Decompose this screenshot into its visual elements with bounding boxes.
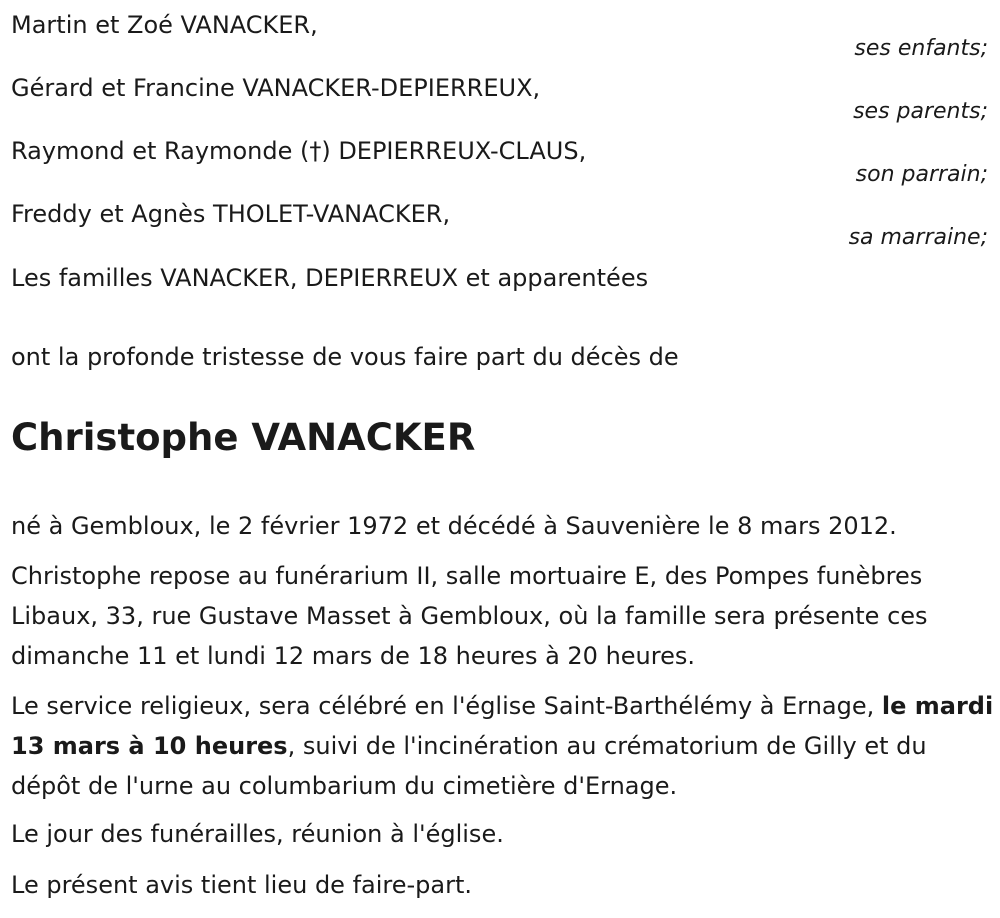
family-name-5: Les familles VANACKER, DEPIERREUX et apparentées bbox=[11, 264, 649, 292]
family-name-1: Martin et Zoé VANACKER, bbox=[11, 11, 318, 39]
family-role-3: son parrain; bbox=[855, 162, 988, 187]
service-text-after: , suivi de l'incinération au crématorium de Gilly et du dépôt de l'urne au columbarium du cimetière d'Ernage. bbox=[11, 732, 927, 800]
family-role-2: ses parents; bbox=[853, 99, 988, 124]
family-role-1: ses enfants; bbox=[854, 36, 988, 61]
announcement-text: ont la profonde tristesse de vous faire part du décès de bbox=[11, 343, 679, 371]
service-text-before: Le service religieux, sera célébré en l'église Saint-Barthélémy à Ernage, bbox=[11, 692, 882, 720]
repose-paragraph: Christophe repose au funérarium II, salle mortuaire E, des Pompes funèbres Libaux, 33, rue Gustave Masset à Gembloux, où la famille sera présente ces dimanche 11 et lundi 12 mars de 18 heures à 20 heures. bbox=[11, 562, 928, 670]
birth-death-text: né à Gembloux, le 2 février 1972 et décédé à Sauvenière le 8 mars 2012. bbox=[11, 512, 897, 540]
family-role-4: sa marraine; bbox=[848, 225, 988, 250]
deceased-name: Christophe VANACKER bbox=[11, 416, 476, 459]
family-name-2: Gérard et Francine VANACKER-DEPIERREUX, bbox=[11, 74, 541, 102]
notice-text: Le présent avis tient lieu de faire-part. bbox=[11, 871, 473, 899]
family-name-3: Raymond et Raymonde (†) DEPIERREUX-CLAUS, bbox=[11, 137, 587, 165]
funeral-gathering-text: Le jour des funérailles, réunion à l'église. bbox=[11, 820, 504, 848]
service-paragraph bbox=[11, 686, 996, 806]
service-date-time: le mardi 13 mars à 10 heures bbox=[11, 692, 994, 760]
family-name-4: Freddy et Agnès THOLET-VANACKER, bbox=[11, 200, 451, 228]
